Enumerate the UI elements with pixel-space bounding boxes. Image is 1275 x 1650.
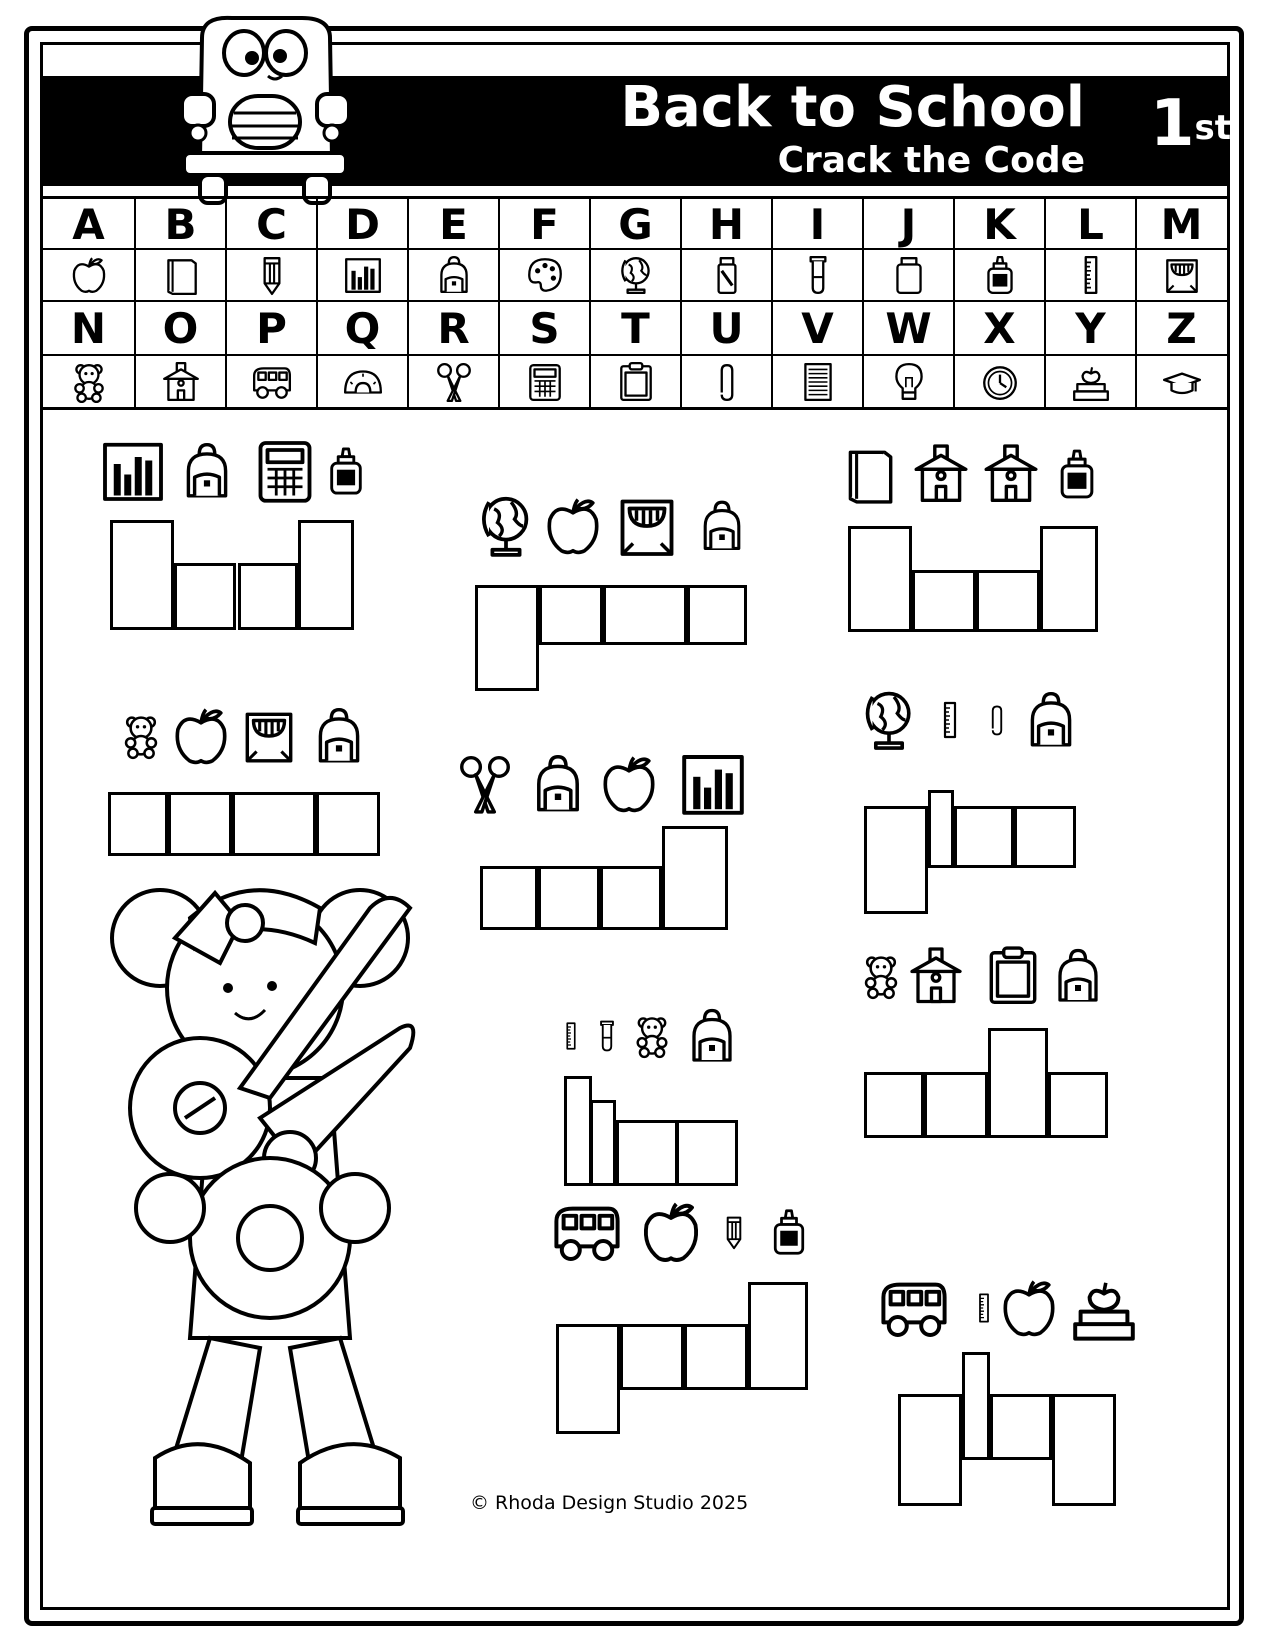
ruler-icon [1070,254,1112,296]
answer-box[interactable] [298,520,354,630]
grade-label [1150,84,1231,164]
key-letter-text: U [709,303,744,353]
key-letter-p [225,302,316,354]
key-letter-text: D [345,199,380,249]
puzzle-clue [472,490,540,566]
schoolhouse-icon [910,438,972,510]
key-letter-b [134,199,225,249]
answer-box[interactable] [232,792,316,856]
puzzle-clue [676,748,750,824]
answer-box[interactable] [898,1394,962,1506]
puzzle-clue [526,748,590,824]
answer-box[interactable] [620,1324,684,1390]
page-subtitle: Crack the Code [777,140,1085,181]
backpack-icon [526,748,590,820]
puzzle-clue [856,684,922,760]
puzzle-clue [694,490,750,566]
schoolhouse-icon [906,940,966,1012]
puzzle-clue [716,1196,752,1272]
paper-clip-icon [706,361,748,403]
puzzle-clue [454,748,516,824]
puzzle-clue [980,438,1042,514]
key-icon-cell-v [771,356,862,408]
key-letter-text: M [1160,199,1203,249]
key-letter-w [862,302,953,354]
key-icon-cell-x [953,356,1044,408]
globe-icon [856,684,922,756]
teddy-bear-icon [68,361,110,403]
key-icon-cell-g [589,250,680,300]
puzzle-clue [1048,940,1108,1016]
puzzle-clue [982,940,1044,1016]
teddy-bear-icon [118,700,164,772]
puzzle-clue [168,700,234,776]
puzzle-clue [308,700,370,776]
ruler-icon [930,684,970,756]
puzzle-clue [238,700,300,776]
answer-box[interactable] [864,806,928,914]
crayon-box-icon [238,700,300,772]
key-letter-u [680,302,771,354]
key-letter-k [953,199,1044,249]
key-icon-cell-c [225,250,316,300]
key-letter-text: R [437,303,470,353]
answer-box[interactable] [238,563,298,630]
key-icon-cell-d [316,250,407,300]
key-letter-text: F [530,199,559,249]
key-letter-r [407,302,498,354]
school-bus-icon [866,1272,962,1344]
key-icon-cell-u [680,356,771,408]
apple-icon [596,748,662,820]
answer-box[interactable] [976,570,1040,632]
ruler-icon [556,1000,586,1072]
palette-icon [524,254,566,296]
apple-icon [68,254,110,296]
key-icons-row-2 [43,356,1226,408]
answer-box[interactable] [988,1028,1048,1138]
glue-bottle-icon [764,1196,814,1268]
backpack-icon [694,490,750,562]
puzzle-clue [906,940,966,1016]
key-icon-cell-q [316,356,407,408]
backpack-icon [682,1000,742,1072]
answer-box[interactable] [962,1352,990,1460]
key-icon-cell-z [1135,356,1226,408]
puzzle-clue [1050,438,1104,514]
schoolhouse-icon [980,438,1042,510]
puzzle-clue [682,1000,742,1076]
answer-box[interactable] [108,792,168,856]
school-bus-icon [251,361,293,403]
answer-box[interactable] [174,563,236,630]
answer-box[interactable] [1052,1394,1116,1506]
apple-icon [168,700,234,772]
answer-box[interactable] [475,585,539,691]
answer-box[interactable] [168,792,232,856]
puzzle-clue [612,490,682,566]
chart-icon [342,254,384,296]
clipboard-icon [615,361,657,403]
key-letters-row-1 [43,199,1226,249]
key-icon-cell-k [953,250,1044,300]
answer-box[interactable] [928,790,954,868]
answer-box[interactable] [924,1072,988,1138]
key-letter-l [1044,199,1135,249]
puzzle-clue [996,1272,1062,1348]
key-icon-cell-s [498,356,589,408]
backpack-icon [1020,684,1082,756]
key-icon-cell-f [498,250,589,300]
answer-box[interactable] [110,520,174,630]
clock-icon [979,361,1021,403]
puzzle-clue [556,1000,586,1076]
glue-bottle-icon [1050,438,1104,510]
puzzle-clue [1068,1272,1140,1348]
key-letter-text: Z [1166,303,1197,353]
key-letters-row-2 [43,302,1226,354]
answer-box[interactable] [556,1324,620,1434]
backpack-icon [176,435,238,507]
key-letter-text: C [256,199,287,249]
key-letter-text: J [900,199,917,249]
apple-icon [636,1196,706,1268]
key-letter-text: W [885,303,932,353]
key-letter-text: Q [344,303,381,353]
puzzle-clue [866,1272,962,1348]
answer-box[interactable] [1040,526,1098,632]
light-bulb-icon [888,361,930,403]
key-letter-text: Y [1075,303,1106,353]
pencil-icon [716,1196,752,1268]
globe-icon [615,254,657,296]
answer-box[interactable] [590,1100,616,1186]
chart-icon [676,748,750,820]
key-icon-cell-n [43,356,134,408]
puzzle-clue [910,438,972,514]
key-icon-cell-w [862,356,953,408]
school-bus-character-icon [172,8,357,208]
key-letter-j [862,199,953,249]
code-key-grid [43,196,1227,410]
key-letter-v [771,302,862,354]
key-letter-text: X [983,303,1016,353]
key-letter-o [134,302,225,354]
key-letter-g [589,199,680,249]
key-letter-a [43,199,134,249]
crayon-box-icon [612,490,682,562]
test-tube-icon [797,254,839,296]
key-letter-text: E [439,199,468,249]
key-letter-text: K [983,199,1016,249]
puzzle-clue [250,435,320,511]
puzzle-clue [320,435,372,511]
scissors-icon [433,361,475,403]
key-icon-cell-y [1044,356,1135,408]
key-letter-text: T [621,303,650,353]
calculator-icon [524,361,566,403]
puzzle-clue [540,490,606,566]
key-letter-z [1135,302,1226,354]
puzzle-clue [118,700,164,776]
backpack-icon [1048,940,1108,1012]
key-letter-text: B [164,199,197,249]
key-letter-text: O [162,303,199,353]
backpack-icon [433,254,475,296]
puzzle-clue [544,1196,630,1272]
girl-with-scissors-icon [100,868,440,1538]
answer-box[interactable] [1014,806,1076,868]
puzzle-clue [596,748,662,824]
answer-box[interactable] [603,585,687,645]
answer-box[interactable] [480,866,538,930]
key-icon-cell-a [43,250,134,300]
key-letter-text: L [1077,199,1104,249]
key-letter-f [498,199,589,249]
page-title: Back to School [620,75,1085,140]
pencil-icon [251,254,293,296]
key-letter-t [589,302,680,354]
puzzle-clue [980,684,1014,760]
answer-box[interactable] [990,1394,1052,1460]
answer-box[interactable] [316,792,380,856]
copyright-footer: © Rhoda Design Studio 2025 [470,1492,749,1514]
key-letter-s [498,302,589,354]
answer-box[interactable] [676,1120,738,1186]
answer-box[interactable] [848,526,912,632]
key-letter-text: H [708,199,745,249]
glue-bottle-icon [320,435,372,507]
scissors-icon [454,748,516,820]
answer-box[interactable] [662,826,728,930]
answer-box[interactable] [912,570,976,632]
puzzle-clue [98,435,168,511]
key-icon-cell-j [862,250,953,300]
apple-icon [540,490,606,562]
answer-box[interactable] [616,1120,678,1186]
puzzle-clue [590,1000,624,1076]
key-letter-n [43,302,134,354]
key-letter-text: V [801,303,834,353]
key-letter-d [316,199,407,249]
grade-suffix: st [1194,108,1232,148]
notebook-icon [797,361,839,403]
key-letter-i [771,199,862,249]
protractor-icon [342,361,384,403]
book-icon [160,254,202,296]
answer-box[interactable] [687,585,747,645]
key-letter-text: P [256,303,287,353]
answer-box[interactable] [864,1072,924,1138]
key-letter-text: A [72,199,105,249]
puzzle-clue [764,1196,814,1272]
key-letter-e [407,199,498,249]
book-icon [838,438,900,510]
graduation-cap-icon [1161,361,1203,403]
answer-box[interactable] [539,585,603,645]
backpack-icon [308,700,370,772]
key-letter-m [1135,199,1226,249]
key-letter-q [316,302,407,354]
answer-box[interactable] [1048,1072,1108,1138]
puzzle-clue [1020,684,1082,760]
key-icon-cell-p [225,356,316,408]
grade-number: 1 [1150,87,1195,161]
globe-icon [472,490,540,562]
crayon-box-icon [1161,254,1203,296]
teddy-bear-icon [630,1000,674,1072]
books-apple-icon [1070,361,1112,403]
answer-box[interactable] [538,866,600,930]
puzzle-clue [176,435,238,511]
key-icon-cell-r [407,356,498,408]
glue-stick-icon [706,254,748,296]
paper-clip-icon [980,684,1014,756]
school-bus-icon [544,1196,630,1268]
key-icon-cell-b [134,250,225,300]
key-letter-x [953,302,1044,354]
puzzle-clue [636,1196,706,1272]
key-icon-cell-h [680,250,771,300]
chart-icon [98,435,168,507]
key-letter-c [225,199,316,249]
jar-icon [888,254,930,296]
key-icon-cell-o [134,356,225,408]
key-icon-cell-i [771,250,862,300]
key-icons-row-1 [43,250,1226,300]
books-apple-icon [1068,1272,1140,1344]
teddy-bear-icon [858,940,904,1012]
key-icon-cell-e [407,250,498,300]
puzzle-clue [838,438,900,514]
answer-box[interactable] [600,866,662,930]
key-letter-y [1044,302,1135,354]
key-letter-text: G [618,199,653,249]
key-icon-cell-m [1135,250,1226,300]
key-icon-cell-l [1044,250,1135,300]
answer-box[interactable] [954,806,1014,868]
puzzle-clue [930,684,970,760]
key-letter-text: I [809,199,826,249]
key-icon-cell-t [589,356,680,408]
puzzle-clue [858,940,904,1016]
key-letter-h [680,199,771,249]
glue-bottle-icon [979,254,1021,296]
key-letter-text: S [529,303,560,353]
test-tube-icon [590,1000,624,1072]
answer-box[interactable] [684,1324,748,1390]
clipboard-icon [982,940,1044,1012]
key-letter-text: N [70,303,107,353]
calculator-icon [250,435,320,507]
puzzle-clue [630,1000,674,1076]
apple-icon [996,1272,1062,1344]
answer-box[interactable] [748,1282,808,1390]
answer-box[interactable] [564,1076,592,1186]
schoolhouse-icon [160,361,202,403]
